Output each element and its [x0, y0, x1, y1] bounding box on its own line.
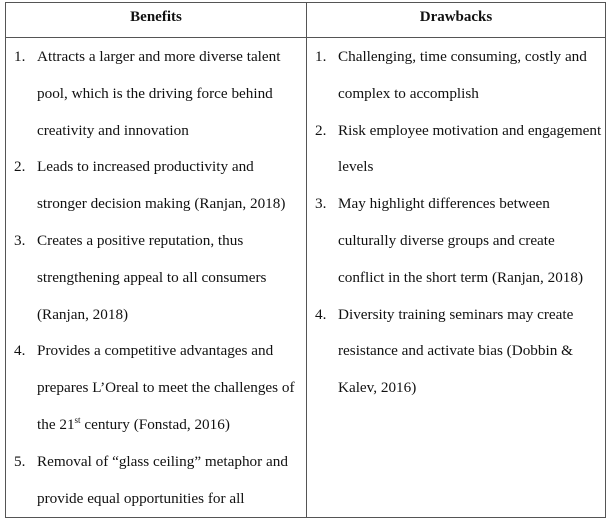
drawback-item-4	[312, 297, 604, 407]
benefits-header: Benefits	[130, 9, 182, 25]
benefit-item-5	[11, 444, 305, 518]
drawback-number: 2.	[315, 121, 327, 139]
column-divider	[306, 3, 307, 517]
drawback-text: Risk employee motivation and engagement levels	[338, 121, 602, 176]
drawback-text: Diversity training seminars may create resistance and activate bias (Dobbin & Kalev, 2016)	[338, 305, 574, 397]
drawback-item-1	[312, 39, 604, 113]
benefit-number: 1.	[14, 48, 26, 65]
benefit-text: Creates a positive reputation, thus strengthening appeal to all consumers (Ranjan, 2018)	[37, 231, 267, 323]
drawback-number: 4.	[315, 305, 327, 323]
benefit-text-start: Provides a competitive advantages and prepares L’Oreal to meet the challenges of the 21	[37, 342, 295, 433]
benefit-text	[37, 333, 305, 443]
benefit-item-2	[11, 149, 305, 223]
benefits-list	[11, 39, 305, 517]
superscript-st: st	[74, 414, 81, 425]
benefit-number: 5.	[14, 452, 26, 470]
benefit-number: 2.	[14, 158, 26, 176]
benefit-item-4	[11, 333, 305, 443]
benefit-number: 4.	[14, 342, 26, 360]
drawback-number: 3.	[315, 195, 327, 213]
benefits-drawbacks-table	[5, 2, 606, 518]
benefit-text: Leads to increased productivity and stronger decision making (Ranjan, 2018)	[37, 158, 286, 213]
benefit-text-end: century (Fonstad, 2016)	[80, 415, 230, 433]
benefit-text: Removal of “glass ceiling” metaphor and provide equal opportunities for all	[37, 452, 288, 507]
benefit-item-3	[11, 223, 305, 333]
benefit-item-1	[11, 39, 305, 149]
benefit-number: 3.	[14, 231, 26, 249]
benefit-text: Attracts a larger and more diverse talent pool, which is the driving force behind creativity and innovation	[37, 48, 281, 139]
drawback-item-3	[312, 186, 604, 296]
drawback-item-2	[312, 113, 604, 187]
drawbacks-header: Drawbacks	[419, 9, 493, 25]
drawback-text: May highlight differences between culturally diverse groups and create conflict in the short term (Ranjan, 2018)	[338, 195, 584, 286]
header-divider	[6, 37, 605, 38]
drawback-number: 1.	[315, 48, 327, 65]
drawbacks-list	[312, 39, 604, 407]
drawback-text: Challenging, time consuming, costly and complex to accomplish	[338, 48, 587, 102]
